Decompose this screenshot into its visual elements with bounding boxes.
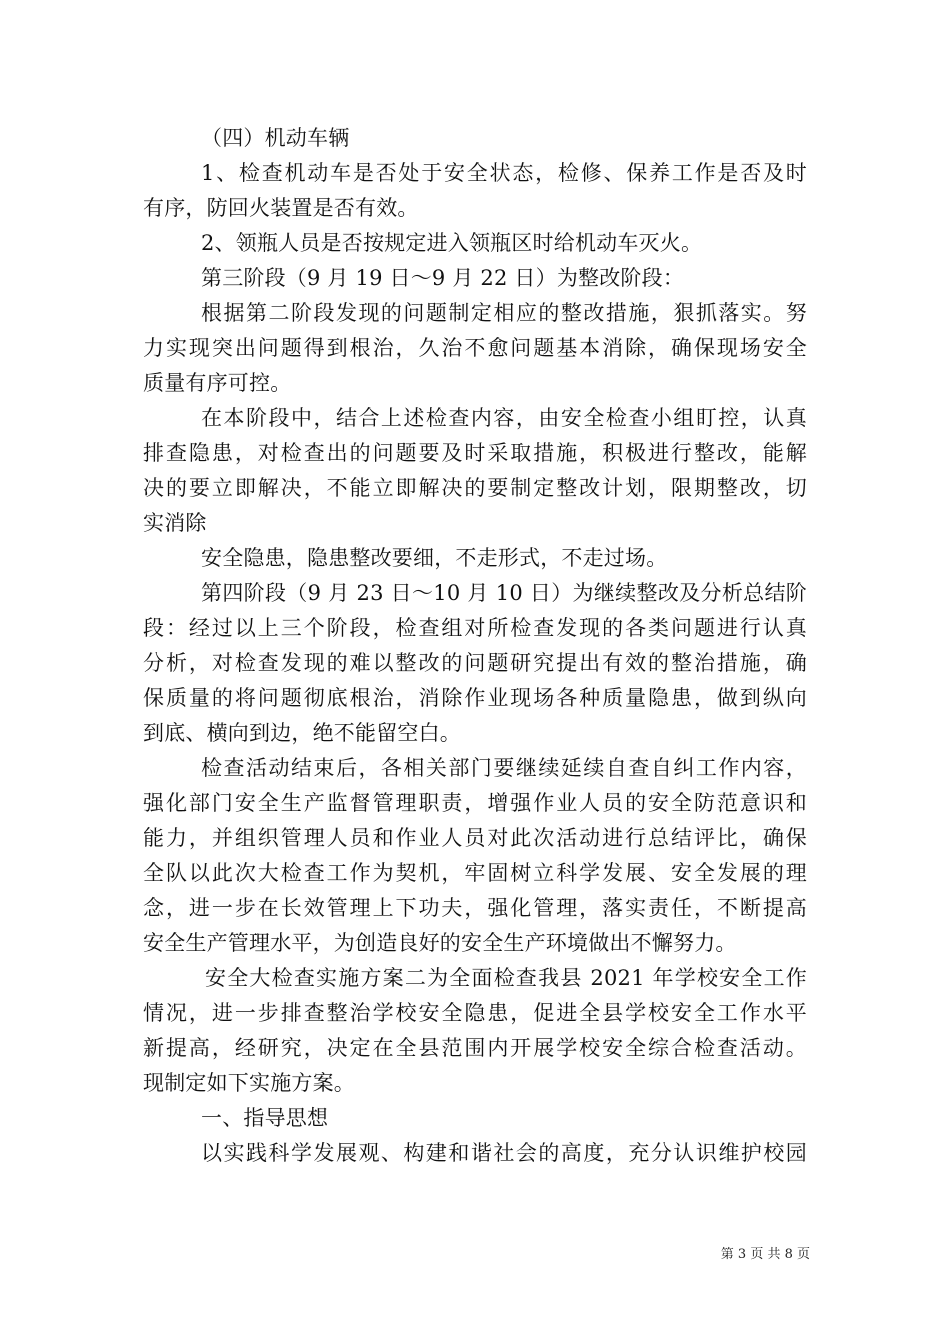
text-line: 有序，防回火装置是否有效。 [143,196,419,220]
text-line: 决的要立即解决，不能立即解决的要制定整改计划，限期整改，切 [143,476,807,500]
text-line: 安全隐患，隐患整改要细，不走形式，不走过场。 [201,546,668,570]
document-body [143,121,807,1171]
stage-heading: 第三阶段（9 月 19 日～9 月 22 日）为整改阶段： [201,266,685,290]
text-line: 念，进一步在长效管理上下功夫，强化管理，落实责任，不断提高 [143,896,807,920]
text-line: 在本阶段中，结合上述检查内容，由安全检查小组盯控，认真 [201,406,807,430]
text-line: 力实现突出问题得到根治，久治不愈问题基本消除，确保现场安全 [143,336,807,360]
text-line: 检查活动结束后，各相关部门要继续延续自查自纠工作内容， [201,756,807,780]
text-line: 1、检查机动车是否处于安全状态，检修、保养工作是否及时 [201,161,807,185]
text-line: 实消除 [143,511,207,535]
page-number: 第 3 页 共 8 页 [720,1247,810,1262]
text-line: 分析，对检查发现的难以整改的问题研究提出有效的整治措施，确 [143,651,807,675]
text-line: 段：经过以上三个阶段，检查组对所检查发现的各类问题进行认真 [143,616,807,640]
text-line: 以实践科学发展观、构建和谐社会的高度，充分认识维护校园 [201,1141,807,1165]
text-line: 根据第二阶段发现的问题制定相应的整改措施，狠抓落实。努 [201,301,807,325]
text-line: 安全大检查实施方案二为全面检查我县 2021 年学校安全工作 [205,966,807,990]
text-line: 全队以此次大检查工作为契机，牢固树立科学发展、安全发展的理 [143,861,807,885]
text-line: 情况，进一步排查整治学校安全隐患，促进全县学校安全工作水平 [143,1001,807,1025]
text-line: 到底、横向到边，绝不能留空白。 [143,721,461,745]
text-line: 保质量的将问题彻底根治，消除作业现场各种质量隐患，做到纵向 [143,686,807,710]
text-line: 2、领瓶人员是否按规定进入领瓶区时给机动车灭火。 [201,231,703,255]
text-line: 能力，并组织管理人员和作业人员对此次活动进行总结评比，确保 [143,826,807,850]
text-line: 安全生产管理水平，为创造良好的安全生产环境做出不懈努力。 [143,931,737,955]
text-line: 新提高，经研究，决定在全县范围内开展学校安全综合检查活动。 [143,1036,807,1060]
section-heading: （四）机动车辆 [201,126,350,150]
text-line: 质量有序可控。 [143,371,292,395]
section-heading: 一、指导思想 [201,1106,329,1130]
text-line: 强化部门安全生产监督管理职责，增强作业人员的安全防范意识和 [143,791,807,815]
text-line: 排查隐患，对检查出的问题要及时采取措施，积极进行整改，能解 [143,441,807,465]
text-line: 现制定如下实施方案。 [143,1071,355,1095]
stage-heading: 第四阶段（9 月 23 日～10 月 10 日）为继续整改及分析总结阶 [201,581,807,605]
